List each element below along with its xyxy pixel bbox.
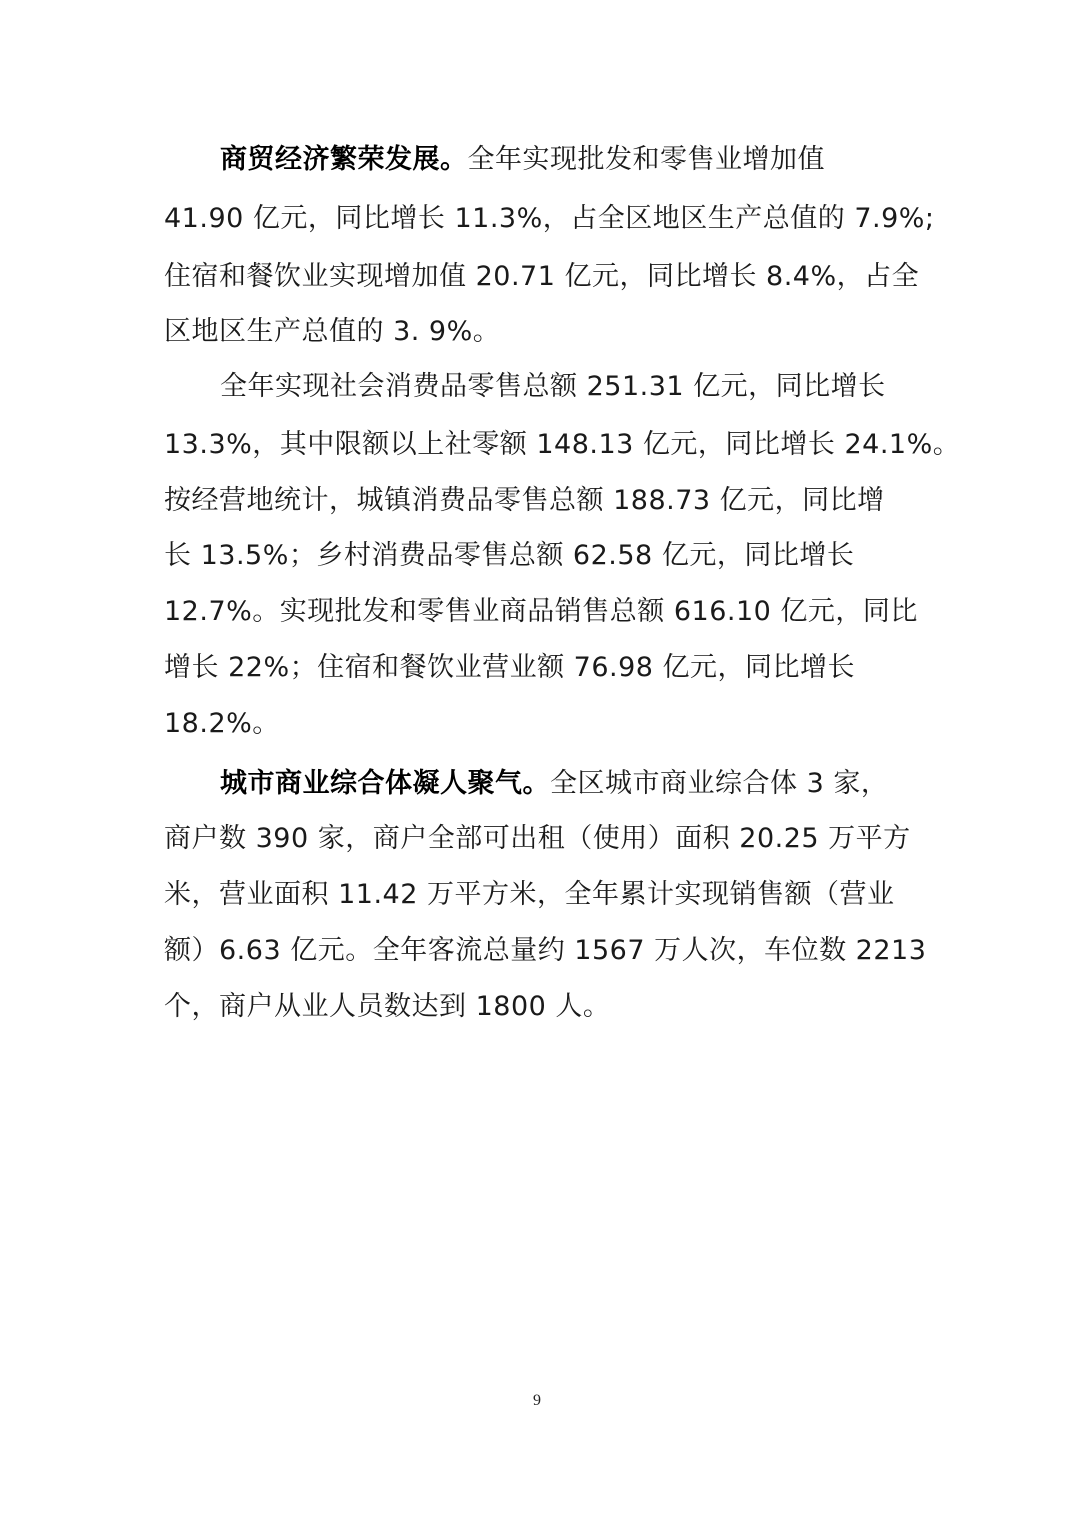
paragraph-1-line-3: 住宿和餐饮业实现增加值 20.71 亿元，同比增长 8.4%，占全 [164, 261, 920, 292]
paragraph-2-line-6: 增长 22%；住宿和餐饮业营业额 76.98 亿元，同比增长 [164, 652, 856, 683]
paragraph-3-line-3: 米，营业面积 11.42 万平方米，全年累计实现销售额（营业 [164, 879, 895, 910]
paragraph-2-line-2: 13.3%，其中限额以上社零额 148.13 亿元，同比增长 24.1%。 [164, 429, 961, 460]
paragraph-3-line-1 [220, 764, 980, 804]
section-heading-commercial-complex: 城市商业综合体凝人聚气。 [220, 768, 550, 799]
paragraph-2-line-1: 全年实现社会消费品零售总额 251.31 亿元，同比增长 [220, 371, 886, 402]
section-heading-commerce: 商贸经济繁荣发展。 [220, 144, 468, 175]
paragraph-2-line-3: 按经营地统计，城镇消费品零售总额 188.73 亿元，同比增 [164, 485, 885, 516]
paragraph-text: 全年实现批发和零售业增加值 [467, 144, 825, 175]
paragraph-1-line-2: 41.90 亿元，同比增长 11.3%，占全区地区生产总值的 7.9%; [164, 203, 935, 234]
paragraph-1-line-1 [220, 140, 980, 180]
paragraph-1-line-4: 区地区生产总值的 3. 9%。 [164, 316, 501, 347]
paragraph-2-line-5: 12.7%。实现批发和零售业商品销售总额 616.10 亿元，同比 [164, 596, 918, 627]
paragraph-3-line-5: 个，商户从业人员数达到 1800 人。 [164, 991, 611, 1022]
paragraph-2-line-4: 长 13.5%；乡村消费品零售总额 62.58 亿元，同比增长 [164, 540, 855, 571]
paragraph-3-line-4: 额）6.63 亿元。全年客流总量约 1567 万人次，车位数 2213 [164, 935, 927, 966]
paragraph-3-line-2: 商户数 390 家，商户全部可出租（使用）面积 20.25 万平方 [164, 823, 911, 854]
page-number: 9 [533, 1392, 541, 1409]
paragraph-text: 全区城市商业综合体 3 家， [550, 768, 889, 799]
paragraph-2-line-7: 18.2%。 [164, 708, 280, 739]
